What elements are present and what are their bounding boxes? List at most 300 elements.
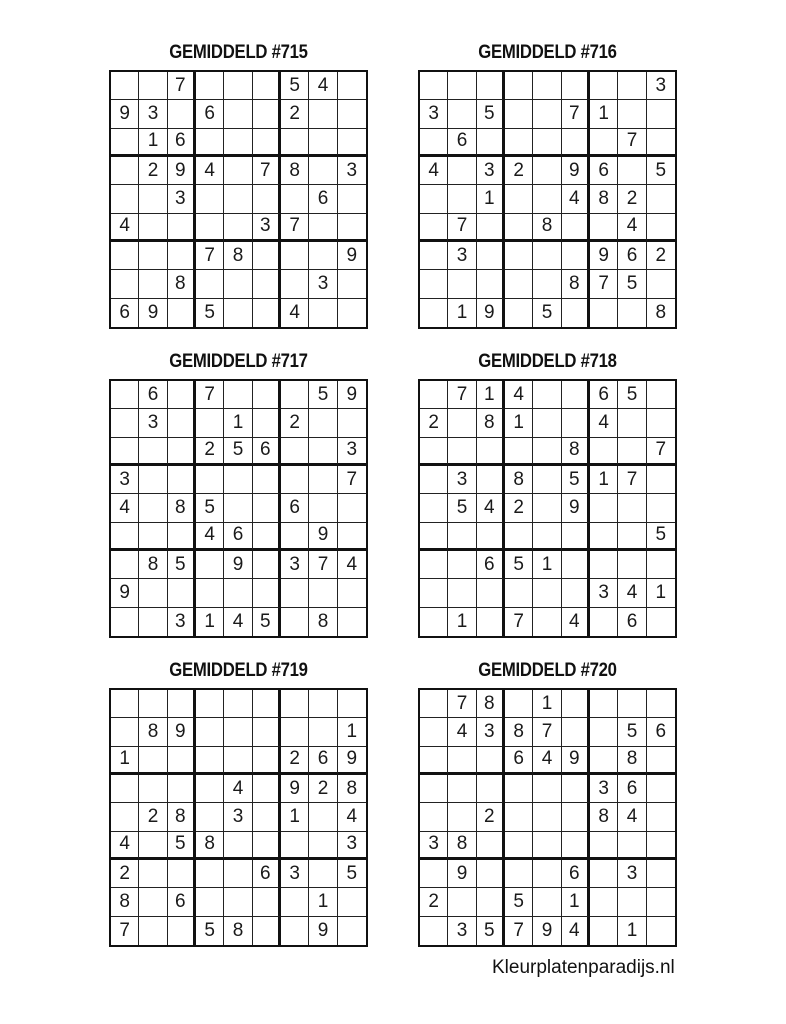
sudoku-cell: 8	[224, 917, 252, 945]
sudoku-cell	[139, 214, 167, 242]
sudoku-cell: 4	[111, 214, 139, 242]
sudoku-cell	[139, 438, 167, 466]
sudoku-cell: 7	[505, 608, 533, 636]
sudoku-cell: 2	[196, 438, 224, 466]
sudoku-cell	[618, 157, 646, 185]
sudoku-cell	[647, 466, 675, 494]
sudoku-cell	[590, 494, 618, 522]
sudoku-cell	[253, 551, 281, 579]
sudoku-cell	[309, 157, 337, 185]
sudoku-cell: 8	[281, 157, 309, 185]
sudoku-cell: 6	[253, 438, 281, 466]
sudoku-cell	[618, 100, 646, 128]
sudoku-cell	[505, 214, 533, 242]
sudoku-cell: 7	[505, 917, 533, 945]
sudoku-cell	[420, 381, 448, 409]
sudoku-cell	[562, 409, 590, 437]
sudoku-cell	[590, 718, 618, 746]
sudoku-cell: 6	[281, 494, 309, 522]
sudoku-cell	[618, 494, 646, 522]
sudoku-cell: 9	[477, 299, 505, 327]
sudoku-cell	[139, 888, 167, 916]
sudoku-cell	[590, 523, 618, 551]
sudoku-cell: 9	[562, 494, 590, 522]
puzzle-title: GEMIDDELD #719	[169, 660, 308, 681]
sudoku-cell	[196, 860, 224, 888]
sudoku-cell	[647, 917, 675, 945]
sudoku-cell: 5	[477, 917, 505, 945]
sudoku-cell	[562, 242, 590, 270]
puzzle-title: GEMIDDELD #718	[478, 351, 617, 372]
sudoku-cell	[647, 860, 675, 888]
sudoku-cell: 4	[338, 551, 366, 579]
sudoku-cell	[448, 185, 476, 213]
sudoku-cell	[338, 690, 366, 718]
sudoku-cell	[448, 775, 476, 803]
sudoku-cell	[647, 832, 675, 860]
sudoku-cell: 5	[168, 551, 196, 579]
sudoku-cell	[139, 242, 167, 270]
sudoku-cell	[590, 438, 618, 466]
sudoku-cell: 7	[111, 917, 139, 945]
sudoku-cell	[338, 494, 366, 522]
sudoku-cell: 8	[224, 242, 252, 270]
sudoku-cell: 9	[533, 917, 561, 945]
sudoku-cell	[590, 608, 618, 636]
sudoku-cell: 6	[618, 242, 646, 270]
sudoku-cell: 5	[647, 157, 675, 185]
sudoku-cell: 6	[309, 185, 337, 213]
sudoku-cell: 7	[253, 157, 281, 185]
sudoku-cell: 2	[647, 242, 675, 270]
sudoku-cell: 1	[477, 381, 505, 409]
sudoku-cell	[139, 270, 167, 298]
sudoku-cell	[224, 718, 252, 746]
site-credit: Kleurplatenparadijs.nl	[492, 957, 675, 978]
sudoku-cell	[647, 409, 675, 437]
sudoku-cell	[338, 270, 366, 298]
sudoku-cell: 9	[111, 100, 139, 128]
sudoku-cell: 9	[448, 860, 476, 888]
sudoku-cell	[168, 438, 196, 466]
sudoku-cell	[281, 242, 309, 270]
sudoku-cell	[253, 100, 281, 128]
sudoku-cell: 5	[618, 270, 646, 298]
sudoku-cell: 5	[196, 494, 224, 522]
sudoku-cell	[338, 100, 366, 128]
sudoku-cell: 9	[562, 747, 590, 775]
sudoku-cell	[505, 523, 533, 551]
sudoku-cell	[338, 72, 366, 100]
sudoku-cell: 7	[533, 718, 561, 746]
sudoku-cell	[562, 579, 590, 607]
sudoku-cell	[533, 888, 561, 916]
sudoku-cell: 3	[224, 803, 252, 831]
sudoku-cell: 5	[477, 100, 505, 128]
sudoku-cell: 6	[309, 747, 337, 775]
sudoku-cell: 5	[309, 381, 337, 409]
sudoku-cell	[253, 747, 281, 775]
sudoku-cell: 9	[224, 551, 252, 579]
sudoku-cell	[448, 438, 476, 466]
sudoku-cell	[477, 270, 505, 298]
sudoku-cell	[253, 185, 281, 213]
sudoku-cell	[562, 381, 590, 409]
sudoku-cell	[420, 917, 448, 945]
sudoku-cell: 1	[281, 803, 309, 831]
sudoku-cell	[309, 242, 337, 270]
sudoku-cell: 2	[139, 803, 167, 831]
sudoku-cell	[647, 100, 675, 128]
sudoku-cell	[477, 523, 505, 551]
sudoku-cell: 6	[618, 775, 646, 803]
sudoku-cell: 8	[618, 747, 646, 775]
sudoku-cell	[309, 860, 337, 888]
sudoku-cell	[281, 438, 309, 466]
sudoku-cell: 9	[139, 299, 167, 327]
sudoku-cell	[420, 579, 448, 607]
sudoku-cell	[139, 72, 167, 100]
sudoku-cell: 1	[309, 888, 337, 916]
sudoku-cell	[590, 917, 618, 945]
sudoku-cell: 2	[477, 803, 505, 831]
sudoku-cell	[618, 72, 646, 100]
sudoku-cell: 8	[590, 185, 618, 213]
sudoku-cell	[647, 888, 675, 916]
sudoku-cell: 3	[448, 466, 476, 494]
sudoku-cell: 8	[168, 270, 196, 298]
sudoku-cell	[590, 860, 618, 888]
sudoku-cell: 4	[309, 72, 337, 100]
sudoku-cell	[224, 494, 252, 522]
sudoku-cell: 1	[618, 917, 646, 945]
sudoku-cell	[111, 270, 139, 298]
sudoku-cell	[562, 690, 590, 718]
sudoku-cell	[253, 494, 281, 522]
sudoku-cell: 5	[618, 381, 646, 409]
sudoku-cell: 7	[618, 466, 646, 494]
sudoku-cell	[196, 718, 224, 746]
sudoku-cell	[224, 860, 252, 888]
sudoku-cell	[590, 299, 618, 327]
sudoku-cell: 6	[505, 747, 533, 775]
sudoku-cell: 1	[139, 129, 167, 157]
sudoku-cell	[309, 803, 337, 831]
sudoku-cell	[647, 214, 675, 242]
sudoku-cell	[505, 299, 533, 327]
sudoku-cell: 2	[309, 775, 337, 803]
sudoku-cell: 6	[224, 523, 252, 551]
sudoku-cell: 8	[168, 803, 196, 831]
sudoku-cell	[139, 185, 167, 213]
sudoku-cell	[309, 832, 337, 860]
sudoku-cell	[253, 917, 281, 945]
sudoku-cell	[618, 551, 646, 579]
sudoku-cell: 3	[420, 100, 448, 128]
sudoku-cell	[338, 299, 366, 327]
sudoku-cell	[420, 690, 448, 718]
sudoku-cell: 5	[168, 832, 196, 860]
sudoku-cell	[448, 157, 476, 185]
sudoku-cell	[477, 608, 505, 636]
sudoku-cell	[309, 100, 337, 128]
sudoku-cell: 3	[309, 270, 337, 298]
sudoku-cell	[281, 608, 309, 636]
sudoku-cell	[196, 579, 224, 607]
sudoku-cell	[111, 803, 139, 831]
sudoku-cell	[448, 551, 476, 579]
sudoku-grid	[418, 688, 677, 947]
sudoku-cell	[168, 242, 196, 270]
sudoku-cell: 9	[281, 775, 309, 803]
sudoku-cell	[420, 466, 448, 494]
sudoku-cell: 5	[505, 888, 533, 916]
sudoku-cell: 3	[590, 579, 618, 607]
sudoku-cell: 8	[477, 690, 505, 718]
sudoku-cell	[111, 129, 139, 157]
sudoku-cell	[224, 299, 252, 327]
sudoku-cell	[448, 523, 476, 551]
sudoku-cell	[224, 579, 252, 607]
sudoku-cell: 6	[168, 888, 196, 916]
sudoku-cell: 3	[448, 242, 476, 270]
sudoku-cell	[420, 718, 448, 746]
sudoku-cell	[224, 270, 252, 298]
sudoku-cell: 8	[338, 775, 366, 803]
sudoku-cell: 1	[590, 466, 618, 494]
sudoku-cell: 1	[590, 100, 618, 128]
sudoku-cell	[477, 129, 505, 157]
sudoku-cell	[253, 803, 281, 831]
sudoku-cell	[448, 409, 476, 437]
sudoku-cell: 8	[562, 438, 590, 466]
sudoku-cell: 8	[533, 214, 561, 242]
sudoku-cell: 3	[168, 185, 196, 213]
sudoku-cell	[168, 579, 196, 607]
sudoku-cell	[196, 466, 224, 494]
sudoku-cell	[647, 803, 675, 831]
sudoku-cell	[168, 523, 196, 551]
sudoku-cell	[139, 690, 167, 718]
sudoku-cell	[562, 214, 590, 242]
sudoku-cell: 2	[139, 157, 167, 185]
puzzle-title: GEMIDDELD #716	[478, 42, 617, 63]
sudoku-cell	[253, 270, 281, 298]
sudoku-cell: 1	[647, 579, 675, 607]
sudoku-cell: 4	[562, 917, 590, 945]
sudoku-cell: 6	[139, 381, 167, 409]
sudoku-cell	[533, 242, 561, 270]
sudoku-cell: 9	[309, 523, 337, 551]
sudoku-cell	[281, 523, 309, 551]
sudoku-cell	[253, 72, 281, 100]
sudoku-cell: 3	[281, 860, 309, 888]
sudoku-cell	[618, 409, 646, 437]
sudoku-cell: 4	[562, 185, 590, 213]
sudoku-cell	[253, 381, 281, 409]
sudoku-cell	[139, 579, 167, 607]
sudoku-cell: 8	[196, 832, 224, 860]
sudoku-cell: 1	[448, 608, 476, 636]
sudoku-cell	[477, 832, 505, 860]
sudoku-cell: 3	[590, 775, 618, 803]
sudoku-cell	[338, 579, 366, 607]
sudoku-cell	[533, 860, 561, 888]
sudoku-cell	[253, 409, 281, 437]
sudoku-cell	[420, 129, 448, 157]
sudoku-cell: 4	[196, 523, 224, 551]
sudoku-cell	[562, 72, 590, 100]
sudoku-cell	[420, 747, 448, 775]
sudoku-cell	[309, 466, 337, 494]
sudoku-cell: 4	[111, 832, 139, 860]
sudoku-cell	[505, 832, 533, 860]
sudoku-cell	[647, 129, 675, 157]
sudoku-cell	[420, 185, 448, 213]
sudoku-cell	[477, 888, 505, 916]
sudoku-cell	[196, 185, 224, 213]
sudoku-cell	[533, 523, 561, 551]
sudoku-cell	[420, 242, 448, 270]
sudoku-cell	[196, 690, 224, 718]
sudoku-cell	[139, 832, 167, 860]
sudoku-cell: 1	[111, 747, 139, 775]
sudoku-cell: 4	[590, 409, 618, 437]
sudoku-cell	[533, 608, 561, 636]
sudoku-cell	[505, 270, 533, 298]
sudoku-cell: 9	[111, 579, 139, 607]
sudoku-cell	[253, 690, 281, 718]
sudoku-cell	[253, 888, 281, 916]
sudoku-cell	[139, 747, 167, 775]
sudoku-cell	[505, 100, 533, 128]
sudoku-cell	[309, 718, 337, 746]
sudoku-cell	[505, 438, 533, 466]
sudoku-cell	[111, 185, 139, 213]
sudoku-cell: 1	[338, 718, 366, 746]
sudoku-cell: 4	[505, 381, 533, 409]
sudoku-cell: 7	[168, 72, 196, 100]
sudoku-cell: 2	[281, 747, 309, 775]
sudoku-cell: 5	[281, 72, 309, 100]
sudoku-cell: 4	[111, 494, 139, 522]
sudoku-cell	[253, 832, 281, 860]
sudoku-cell: 1	[533, 551, 561, 579]
sudoku-cell: 4	[533, 747, 561, 775]
sudoku-cell	[111, 523, 139, 551]
sudoku-cell	[420, 494, 448, 522]
sudoku-cell: 6	[618, 608, 646, 636]
sudoku-cell	[168, 775, 196, 803]
sudoku-cell: 9	[338, 747, 366, 775]
sudoku-cell	[562, 299, 590, 327]
sudoku-cell	[533, 775, 561, 803]
sudoku-cell	[505, 72, 533, 100]
sudoku-cell	[647, 608, 675, 636]
sudoku-cell: 2	[505, 157, 533, 185]
sudoku-cell: 2	[618, 185, 646, 213]
sudoku-cell: 5	[196, 299, 224, 327]
sudoku-cell	[139, 775, 167, 803]
sudoku-cell	[111, 775, 139, 803]
sudoku-cell	[477, 242, 505, 270]
sudoku-cell: 9	[168, 157, 196, 185]
sudoku-cell: 6	[562, 860, 590, 888]
sudoku-cell: 5	[448, 494, 476, 522]
sudoku-cell	[533, 381, 561, 409]
sudoku-cell: 8	[505, 718, 533, 746]
sudoku-cell: 1	[448, 299, 476, 327]
sudoku-cell	[338, 214, 366, 242]
sudoku-cell	[618, 523, 646, 551]
sudoku-cell	[448, 100, 476, 128]
sudoku-cell	[562, 832, 590, 860]
sudoku-cell	[196, 803, 224, 831]
sudoku-cell: 8	[477, 409, 505, 437]
sudoku-cell: 3	[253, 214, 281, 242]
sudoku-cell	[647, 690, 675, 718]
sudoku-cell: 6	[196, 100, 224, 128]
sudoku-cell	[477, 579, 505, 607]
sudoku-cell	[448, 747, 476, 775]
sudoku-cell	[281, 185, 309, 213]
sudoku-cell	[111, 551, 139, 579]
sudoku-cell	[420, 270, 448, 298]
sudoku-cell	[647, 747, 675, 775]
sudoku-cell: 5	[196, 917, 224, 945]
sudoku-cell: 9	[309, 917, 337, 945]
sudoku-cell	[338, 409, 366, 437]
sudoku-cell	[420, 523, 448, 551]
sudoku-cell	[562, 718, 590, 746]
sudoku-cell	[533, 579, 561, 607]
sudoku-cell	[420, 803, 448, 831]
sudoku-cell	[533, 157, 561, 185]
sudoku-cell	[647, 775, 675, 803]
sudoku-cell: 2	[281, 100, 309, 128]
sudoku-cell	[224, 466, 252, 494]
sudoku-grid	[109, 688, 368, 947]
sudoku-cell: 5	[505, 551, 533, 579]
sudoku-cell	[111, 608, 139, 636]
sudoku-cell: 6	[647, 718, 675, 746]
sudoku-cell	[111, 718, 139, 746]
sudoku-cell	[505, 185, 533, 213]
sudoku-cell: 6	[477, 551, 505, 579]
sudoku-cell	[281, 832, 309, 860]
sudoku-cell	[448, 72, 476, 100]
sudoku-cell: 3	[111, 466, 139, 494]
sudoku-cell: 7	[448, 214, 476, 242]
sudoku-cell: 5	[562, 466, 590, 494]
sudoku-cell	[196, 129, 224, 157]
sudoku-cell	[647, 270, 675, 298]
sudoku-cell: 1	[196, 608, 224, 636]
sudoku-cell	[224, 832, 252, 860]
sudoku-cell	[196, 72, 224, 100]
sudoku-cell: 7	[196, 242, 224, 270]
sudoku-cell	[533, 832, 561, 860]
sudoku-cell: 7	[448, 381, 476, 409]
sudoku-cell: 1	[224, 409, 252, 437]
sudoku-cell	[253, 579, 281, 607]
sudoku-cell	[111, 438, 139, 466]
sudoku-cell	[168, 381, 196, 409]
sudoku-cell: 4	[448, 718, 476, 746]
sudoku-cell	[253, 242, 281, 270]
sudoku-cell: 3	[448, 917, 476, 945]
sudoku-cell	[477, 214, 505, 242]
